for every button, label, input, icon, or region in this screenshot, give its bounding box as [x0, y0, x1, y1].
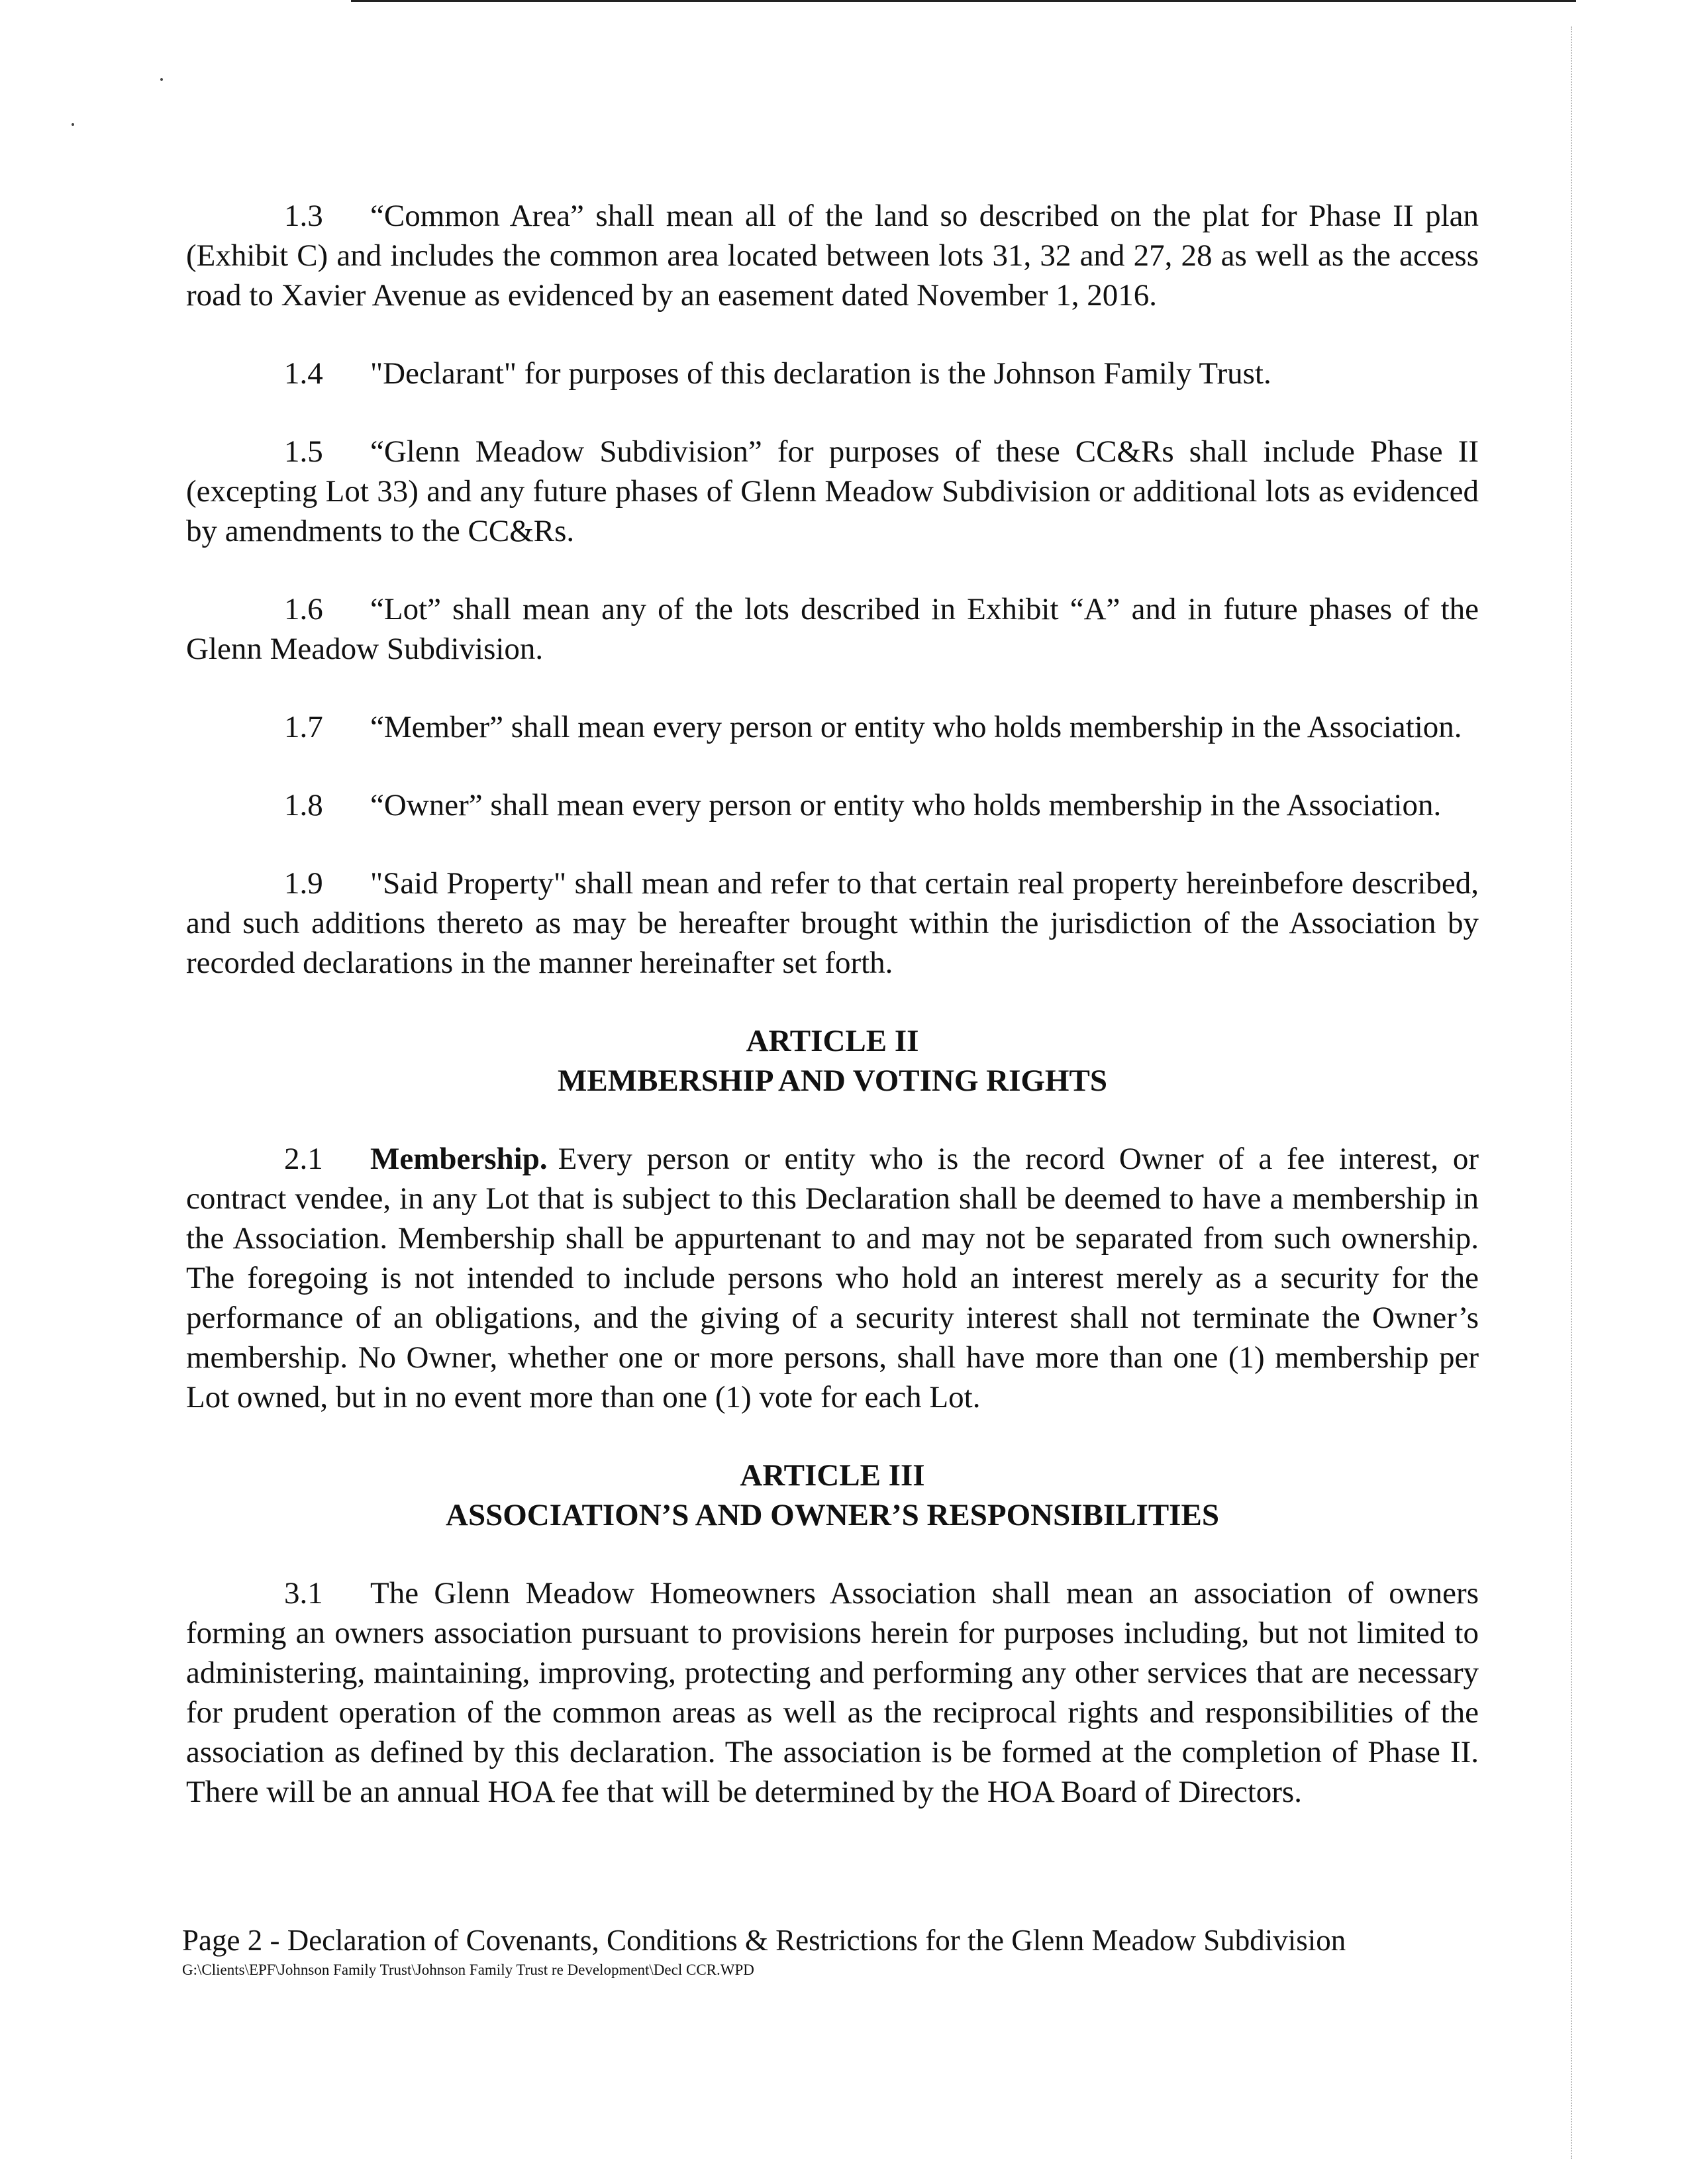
scan-top-border — [351, 0, 1576, 2]
section-text: “Owner” shall mean every person or entity who holds membership in the Association. — [370, 788, 1442, 822]
article-3-heading — [186, 1456, 1479, 1535]
section-number: 1.8 — [284, 788, 323, 822]
section-number: 3.1 — [284, 1576, 323, 1611]
section-text: The Glenn Meadow Homeowners Association shall mean an association of owners forming an owners association pursuant to provisions herein for purposes including, but not limited to administering, maintaining, improving, protecting and performing any other services that are necessary for prudent operation of the common areas as well as the reciprocal rights and responsibilities of the association as defined by this declaration. The association is be formed at the completion of Phase II. There will be an annual HOA fee that will be determined by the HOA Board of Directors. — [186, 1576, 1479, 1809]
section-number: 2.1 — [284, 1142, 323, 1176]
footer-page-line: Page 2 - Declaration of Covenants, Conditions & Restrictions for the Glenn Meadow Subdivision — [182, 1924, 1346, 1957]
scan-edge-dots — [1571, 26, 1572, 2159]
article-2-subtitle: MEMBERSHIP AND VOTING RIGHTS — [558, 1064, 1107, 1098]
section-1-7 — [186, 707, 1479, 747]
scan-speck — [72, 123, 74, 126]
section-text: “Common Area” shall mean all of the land so described on the plat for Phase II plan (Exhibit C) and includes the common area located between lots 31, 32 and 27, 28 as well as the access road to Xavier Avenue as evidenced by an easement dated November 1, 2016. — [186, 199, 1479, 313]
section-number: 1.5 — [284, 434, 323, 469]
page-footer — [182, 1922, 1507, 1980]
section-3-1 — [186, 1573, 1479, 1812]
section-number: 1.6 — [284, 592, 323, 626]
section-text: "Declarant" for purposes of this declaration is the Johnson Family Trust. — [370, 356, 1271, 391]
section-1-4 — [186, 354, 1479, 393]
section-lead: Membership. — [370, 1142, 548, 1176]
section-text: "Said Property" shall mean and refer to that certain real property hereinbefore described, and such additions thereto as may be hereafter brought within the jurisdiction of the Association by recorded declarations in the manner hereinafter set forth. — [186, 866, 1479, 980]
section-1-3 — [186, 196, 1479, 315]
article-3-title: ARTICLE III — [740, 1458, 925, 1493]
scan-speck — [160, 78, 163, 81]
article-2-title: ARTICLE II — [746, 1024, 919, 1058]
section-1-6 — [186, 589, 1479, 669]
footer-file-path: G:\Clients\EPF\Johnson Family Trust\Johnson Family Trust re Development\Decl CCR.WPD — [182, 1961, 754, 1978]
section-text: “Lot” shall mean any of the lots described in Exhibit “A” and in future phases of the Glenn Meadow Subdivision. — [186, 592, 1479, 666]
article-2-heading — [186, 1021, 1479, 1101]
section-number: 1.3 — [284, 199, 323, 233]
section-number: 1.4 — [284, 356, 323, 391]
document-body — [186, 196, 1479, 1850]
section-1-5 — [186, 432, 1479, 551]
section-number: 1.7 — [284, 710, 323, 744]
section-2-1 — [186, 1139, 1479, 1417]
section-text: “Member” shall mean every person or entity who holds membership in the Association. — [370, 710, 1462, 744]
section-1-8 — [186, 785, 1479, 825]
section-text: “Glenn Meadow Subdivision” for purposes of these CC&Rs shall include Phase II (excepting Lot 33) and any future phases of Glenn Meadow Subdivision or additional lots as evidenced by amendments to the CC&Rs. — [186, 434, 1479, 548]
section-1-9 — [186, 864, 1479, 983]
section-number: 1.9 — [284, 866, 323, 901]
section-text: Every person or entity who is the record Owner of a fee interest, or contract vendee, in any Lot that is subject to this Declaration shall be deemed to have a membership in the Association. Membership shall be appurtenant to and may not be separated from such ownership. The foregoing is not intended to include persons who hold an interest merely as a security for the performance of an obligations, and the giving of a security interest shall not terminate the Owner’s membership. No Owner, whether one or more persons, shall have more than one (1) membership per Lot owned, but in no event more than one (1) vote for each Lot. — [186, 1142, 1479, 1415]
article-3-subtitle: ASSOCIATION’S AND OWNER’S RESPONSIBILITIES — [446, 1498, 1219, 1532]
